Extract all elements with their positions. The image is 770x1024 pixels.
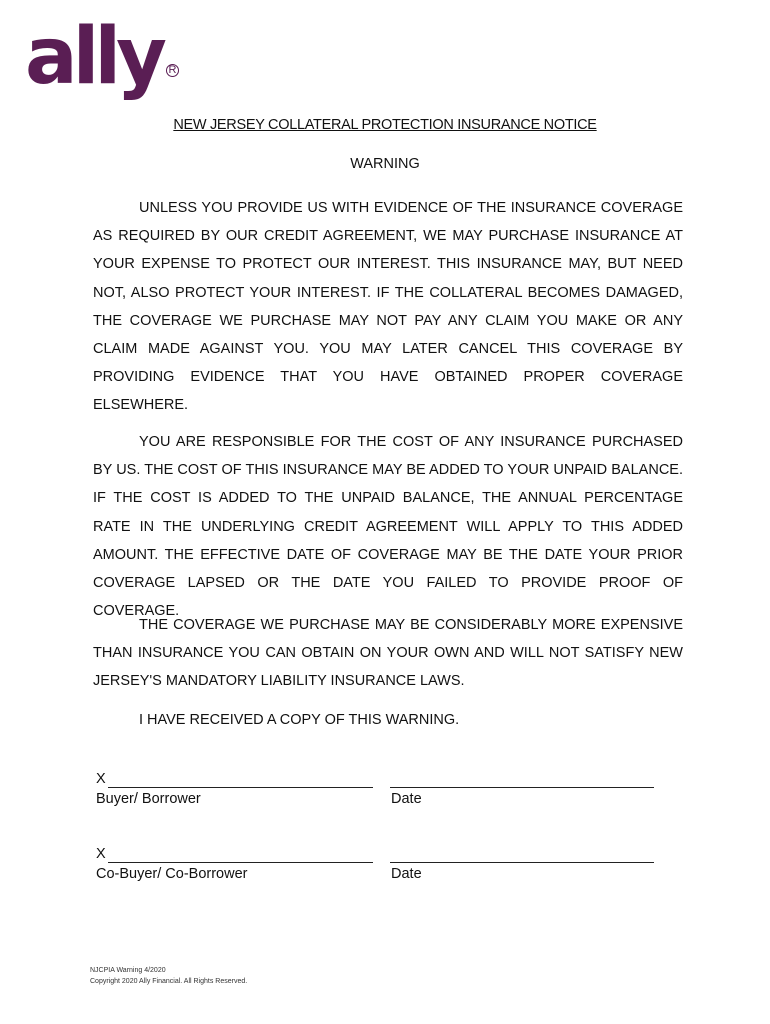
paragraph-text: UNLESS YOU PROVIDE US WITH EVIDENCE OF THE INSURANCE COVERAGE AS REQUIRED BY OUR CREDIT AGREEMENT, WE MAY PURCHASE INSURANCE AT YOUR EXPENSE TO PROTECT OUR INTEREST. THIS INSURANCE MAY, BUT NEED NOT, ALSO PROTECT YOUR INTEREST. IF THE COLLATERAL BECOMES DAMAGED, THE COVERAGE WE PURCHASE MAY NOT PAY ANY CLAIM YOU MAKE OR ANY CLAIM MADE AGAINST YOU. YOU MAY LATER CANCEL THIS COVERAGE BY PROVIDING EVIDENCE THAT YOU HAVE OBTAINED PROPER COVERAGE ELSEWHERE.	[93, 200, 683, 414]
buyer-date-label: Date	[391, 791, 422, 807]
buyer-date-line[interactable]	[390, 787, 654, 788]
paragraph-3	[93, 611, 683, 696]
paragraph-2	[93, 428, 683, 625]
paragraph-1	[93, 194, 683, 420]
cobuyer-signature-line[interactable]	[108, 862, 373, 863]
registered-mark-icon: R	[166, 64, 179, 77]
paragraph-text: YOU ARE RESPONSIBLE FOR THE COST OF ANY INSURANCE PURCHASED BY US. THE COST OF THIS INSURANCE MAY BE ADDED TO YOUR UNPAID BALANCE. IF THE COST IS ADDED TO THE UNPAID BALANCE, THE ANNUAL PERCENTAGE RATE IN THE UNDERLYING CREDIT AGREEMENT WILL APPLY TO THIS ADDED AMOUNT. THE EFFECTIVE DATE OF COVERAGE MAY BE THE DATE YOUR PRIOR COVERAGE LAPSED OR THE DATE YOU FAILED TO PROVIDE PROOF OF COVERAGE.	[93, 434, 683, 620]
cobuyer-date-line[interactable]	[390, 862, 654, 863]
paragraph-text: I HAVE RECEIVED A COPY OF THIS WARNING.	[139, 712, 460, 728]
buyer-signature-label: Buyer/ Borrower	[96, 791, 201, 807]
cobuyer-signature-mark: X	[96, 846, 106, 862]
ally-logo	[25, 12, 179, 102]
cobuyer-date-label: Date	[391, 866, 422, 882]
warning-heading: WARNING	[350, 156, 420, 172]
buyer-signature-mark: X	[96, 771, 106, 787]
buyer-signature-line[interactable]	[108, 787, 373, 788]
cobuyer-signature-label: Co-Buyer/ Co-Borrower	[96, 866, 248, 882]
paragraph-text: THE COVERAGE WE PURCHASE MAY BE CONSIDERABLY MORE EXPENSIVE THAN INSURANCE YOU CAN OBTAIN ON YOUR OWN AND WILL NOT SATISFY NEW JERSEY'S MANDATORY LIABILITY INSURANCE LAWS.	[93, 617, 683, 690]
footer	[90, 965, 247, 987]
paragraph-4	[93, 706, 683, 734]
logo-wordmark: ally	[25, 12, 162, 102]
document-title: NEW JERSEY COLLATERAL PROTECTION INSURANCE NOTICE	[173, 117, 597, 133]
copyright: Copyright 2020 Ally Financial. All Rights Reserved.	[90, 978, 248, 985]
form-id: NJCPIA Warning 4/2020	[90, 967, 166, 974]
